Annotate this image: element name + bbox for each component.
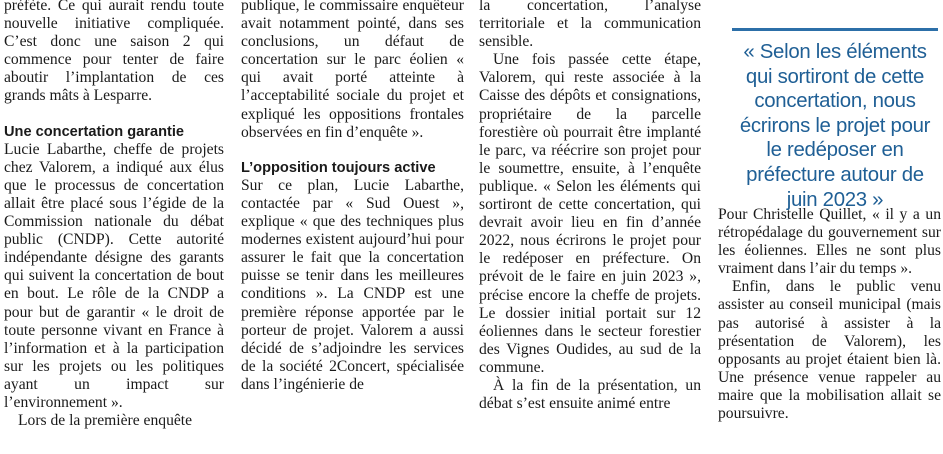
paragraph: Enfin, dans le public venu assister au conseil municipal (mais pas autorisé à assister à la présentation de Valorem), les opposants au projet étaient bien là. Une présence venue rappeler au maire que la mobilisation allait se poursuivre. <box>718 278 941 423</box>
paragraph: Lucie Labarthe, cheffe de projets chez Valorem, a indiqué aux élus que le processus de concertation allait être placé sous l’égide de la Commission nationale du débat public (CNDP). Cette autorité indépendante désigne des garants qui suivent la concertation de bout en bout. Le rôle de la CNDP a pour but de garantir « le droit de toute personne vivant en France à l’information et à la participation sur les projets ou les politiques ayant un impact sur l’environnement ». <box>4 140 224 411</box>
paragraph: la concertation, l’analyse territoriale et la communication sensible. <box>479 0 701 51</box>
article-column-4 <box>718 206 941 423</box>
paragraph: publique, le commissaire enquêteur avait notamment pointé, dans ses conclusions, un défaut de concertation sur le parc éolien « qui avait porté atteinte à l’acceptabilité sociale du projet et expliqué les oppositions frontales observées en fin d’enquête ». <box>241 0 464 141</box>
paragraph: préfète. Ce qui aurait rendu toute nouvelle initiative compliquée. C’est donc une saison 2 qui commence pour tenter de faire aboutir l’implantation de ces grands mâts à Lesparre. <box>4 0 224 105</box>
article-column-2 <box>241 0 464 394</box>
paragraph: Pour Christelle Quillet, « il y a un rétropédalage du gouvernement sur les éoliennes. Elles ne sont plus vraiment dans l’air du temps ». <box>718 206 941 278</box>
subheading: Une concertation garantie <box>4 123 185 140</box>
paragraph: Sur ce plan, Lucie Labarthe, contactée par « Sud Ouest », explique « que des techniques plus modernes existent aujourd’hui pour assurer le fait que la concertation puisse se tenir dans les meilleures conditions ». La CNDP est une première réponse apportée par le porteur de projet. Valorem a aussi décidé de s’adjoindre les services de la société 2Concert, spécialisée dans l’ingénierie de <box>241 176 464 393</box>
pull-quote-text: « Selon les éléments qui sortiront de cette concertation, nous écrirons le projet pour le redéposer en préfecture autour de juin 2023 » <box>739 41 931 211</box>
paragraph: Une fois passée cette étape, Valorem, qui reste associée à la Caisse des dépôts et consignations, propriétaire de la parcelle forestière où pourrait être implanté le parc, va réécrire son projet pour le soumettre, ensuite, à l’enquête publique. « Selon les éléments qui sortiront de cette concertation, qui devrait avoir lieu en fin d’année 2022, nous écrirons le projet pour le redéposer en préfecture. On prévoit de le faire en juin 2023 », précise encore la cheffe de projets. Le dossier initial portait sur 12 éoliennes dans le secteur forestier des Vignes Oudides, au sud de la commune. <box>479 51 701 376</box>
subheading: L’opposition toujours active <box>241 159 436 176</box>
paragraph: Lors de la première enquête <box>18 412 193 430</box>
paragraph: À la fin de la présentation, un débat s’est ensuite animé entre <box>479 376 701 413</box>
pull-quote <box>732 28 938 212</box>
article-column-1 <box>4 0 224 430</box>
article-column-3 <box>479 0 701 413</box>
